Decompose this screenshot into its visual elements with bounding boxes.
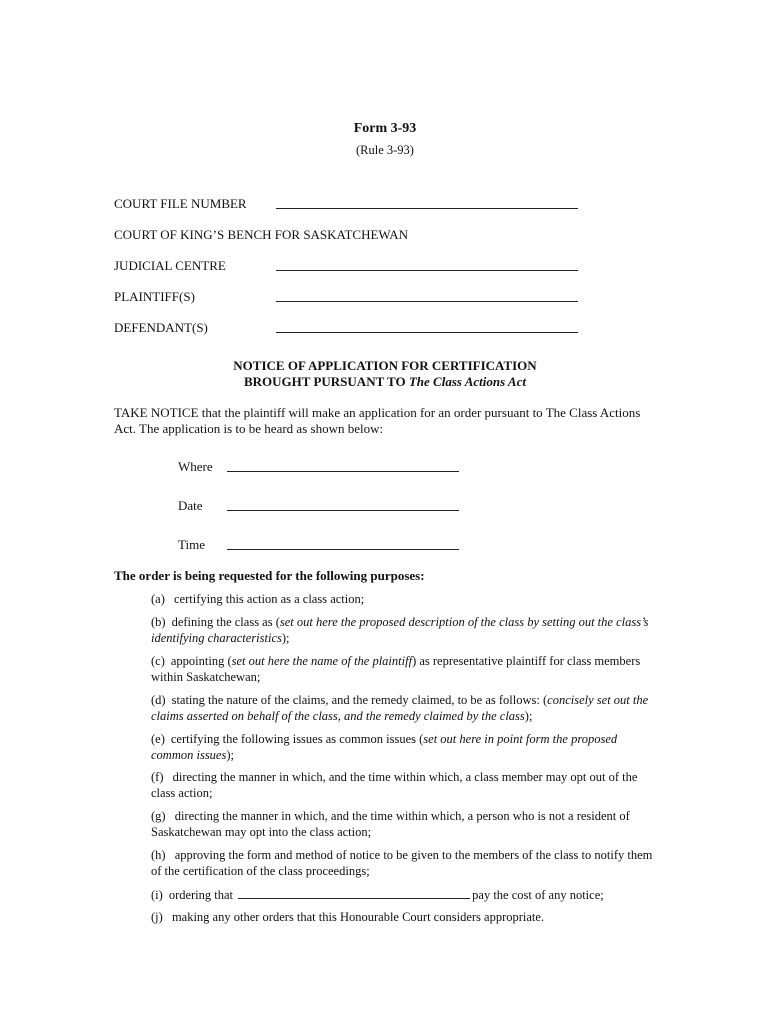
defendants-label: DEFENDANT(S) [114, 320, 208, 335]
where-label: Where [178, 459, 213, 474]
defendants-blank [276, 332, 578, 333]
purpose-item-i [151, 887, 658, 904]
purpose-item-c [151, 654, 658, 685]
item-instruction: concisely set out the claims asserted on behalf of the class, and the remedy claimed by the class [151, 693, 649, 723]
item-instruction: set out here in point form the proposed common issues [151, 732, 618, 762]
time-blank [227, 549, 459, 550]
item-label: (d) [151, 693, 166, 707]
court-file-number-label: COURT FILE NUMBER [114, 196, 247, 211]
notice-title-prefix: BROUGHT PURSUANT TO [244, 374, 409, 389]
judicial-centre-blank [276, 270, 578, 271]
item-label: (f) [151, 770, 164, 784]
item-text-pre: defining the class as ( [171, 615, 280, 629]
item-label: (h) [151, 848, 166, 862]
item-label: (i) [151, 888, 163, 902]
item-text-post: ); [281, 630, 290, 645]
rule-reference: (Rule 3-93) [356, 143, 414, 157]
item-text: approving the form and method of notice to be given to the members of the class to notify them of the certification of the class proceedings; [151, 848, 653, 878]
act-name: The Class Actions Act [408, 374, 526, 389]
notice-title-line2 [0, 374, 770, 390]
item-text-pre: stating the nature of the claims, and the remedy claimed, to be as follows: ( [171, 693, 548, 707]
notice-title-line1: NOTICE OF APPLICATION FOR CERTIFICATION [233, 358, 537, 373]
cost-payer-blank [238, 887, 470, 899]
purpose-item-h [151, 848, 658, 879]
item-text-pre: ordering that [168, 888, 234, 902]
item-label: (j) [151, 910, 163, 924]
where-blank [227, 471, 459, 472]
notice-intro: TAKE NOTICE that the plaintiff will make an application for an order pursuant to The Class Actions Act. The application is to be heard as shown below: [114, 405, 641, 436]
court-file-number-blank [276, 208, 578, 209]
item-text-post: ); [524, 708, 533, 723]
form-title: Form 3-93 [353, 121, 417, 136]
purposes-heading: The order is being requested for the following purposes: [114, 568, 425, 583]
purpose-item-d [151, 693, 658, 724]
time-label: Time [178, 537, 205, 552]
purpose-item-a [151, 592, 658, 608]
purpose-item-e [151, 732, 658, 763]
item-instruction: set out here the name of the plaintiff [231, 654, 413, 668]
item-instruction: set out here the proposed description of the class by setting out the class’s identifying characteristics [151, 615, 649, 645]
court-name: COURT OF KING’S BENCH FOR SASKATCHEWAN [114, 227, 409, 242]
item-text-pre: certifying the following issues as common issues ( [170, 732, 424, 746]
purpose-item-f [151, 770, 658, 801]
item-text: directing the manner in which, and the time within which, a person who is not a resident of Saskatchewan may opt into the class action; [151, 809, 630, 839]
date-blank [227, 510, 459, 511]
item-text: directing the manner in which, and the time within which, a class member may opt out of the class action; [151, 770, 638, 800]
item-text-pre: appointing ( [170, 654, 232, 668]
item-label: (a) [151, 592, 165, 606]
item-label: (g) [151, 809, 166, 823]
item-text-post: pay the cost of any notice; [472, 888, 604, 902]
plaintiffs-label: PLAINTIFF(S) [114, 289, 195, 304]
judicial-centre-label: JUDICIAL CENTRE [114, 258, 226, 273]
purpose-item-b [151, 615, 658, 646]
item-label: (e) [151, 732, 165, 746]
item-text-post: ) as representative plaintiff for class members within Saskatchewan; [151, 654, 641, 684]
plaintiffs-blank [276, 301, 578, 302]
date-label: Date [178, 498, 203, 513]
purpose-item-j [151, 910, 658, 926]
item-text: making any other orders that this Honourable Court considers appropriate. [171, 910, 545, 924]
purpose-item-g [151, 809, 658, 840]
item-label: (c) [151, 654, 165, 668]
item-label: (b) [151, 615, 166, 629]
item-text-post: ); [226, 747, 234, 762]
item-text: certifying this action as a class action; [174, 592, 365, 606]
